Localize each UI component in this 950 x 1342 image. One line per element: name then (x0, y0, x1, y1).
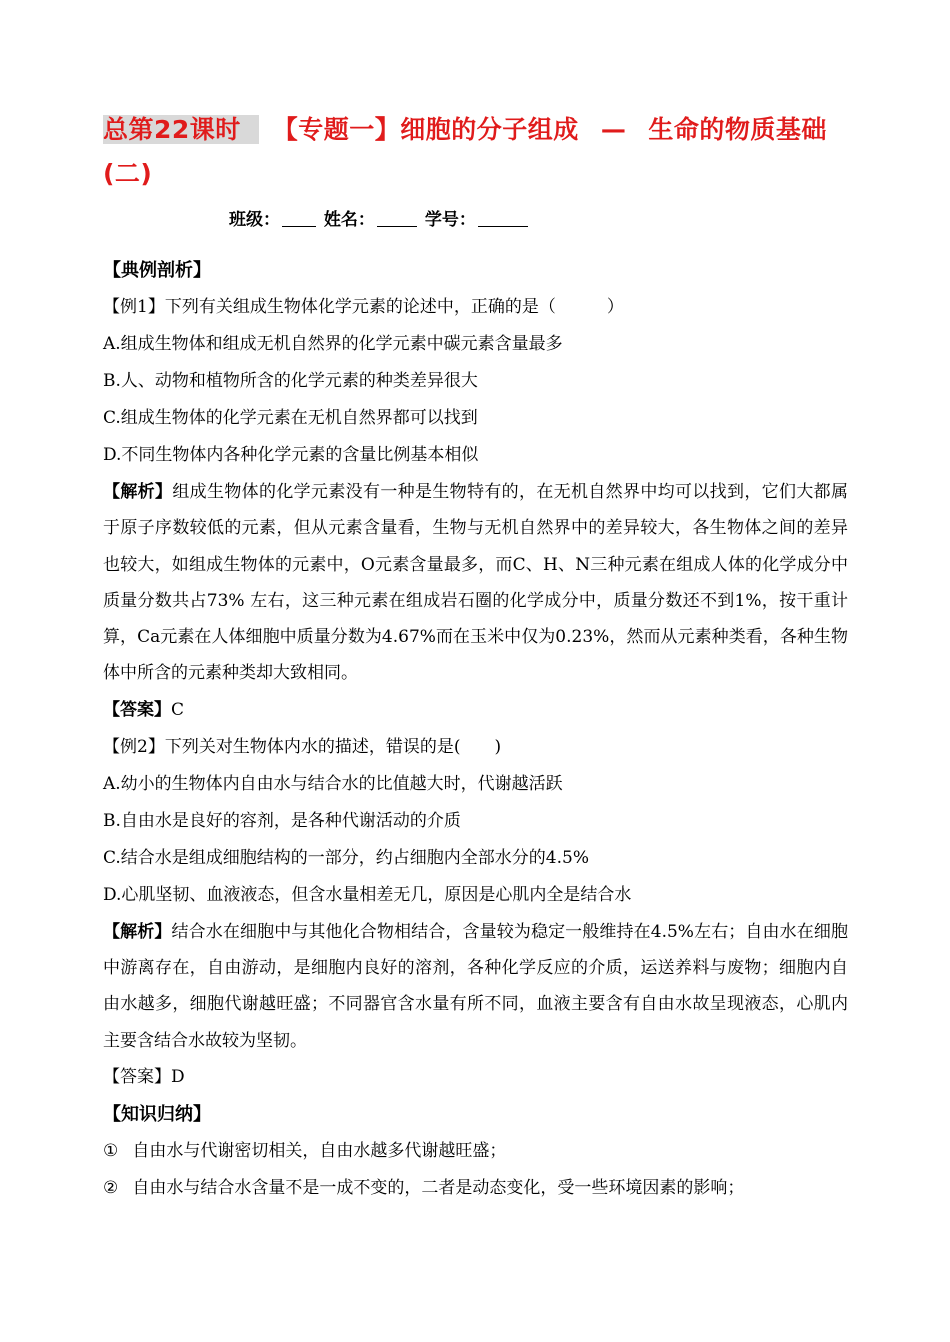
section-heading-examples: 【典例剖析】 (103, 260, 211, 281)
example-1-question: 【例1】下列有关组成生物体化学元素的论述中，正确的是（ ） (103, 297, 624, 317)
title-dash: — (600, 115, 627, 144)
lesson-number: 总第22课时 (103, 115, 259, 144)
example-1-answer: 【答案】C (103, 699, 185, 720)
name-label: 姓名： (323, 210, 375, 230)
example-2-answer: 【答案】D (103, 1066, 185, 1087)
example-1-tag: 【例1】 (103, 297, 165, 317)
section-heading-summary: 【知识归纳】 (103, 1103, 211, 1125)
example-1-option-a: A.组成生物体和组成无机自然界的化学元素中碳元素含量最多 (103, 334, 563, 354)
student-id-label: 学号： (424, 210, 476, 230)
student-id-blank[interactable] (478, 208, 528, 227)
main-content (103, 252, 848, 1207)
example-1-option-c: C.组成生物体的化学元素在无机自然界都可以找到 (103, 408, 478, 428)
example-2-analysis: 【解析】结合水在细胞中与其他化合物相结合，含量较为稳定一般维持在4.5%左右；自由水在细胞中游离存在，自由游动，是细胞内良好的溶剂，各种化学反应的介质，运送养料与废物；细胞内自由水越多，细胞代谢越旺盛；不同器官含水量有所不同，血液主要含有自由水故呈现液态，心肌内主要含结合水故较为坚韧。 (103, 921, 849, 1051)
answer-tag: 【答案】 (103, 699, 171, 720)
example-1-option-b: B.人、动物和植物所含的化学元素的种类差异很大 (103, 371, 478, 391)
student-info-line (229, 207, 530, 233)
summary-item-1: ① 自由水与代谢密切相关，自由水越多代谢越旺盛； (103, 1133, 848, 1170)
item-marker: ① (103, 1140, 119, 1161)
summary-item-2: ② 自由水与结合水含量不是一成不变的，二者是动态变化，受一些环境因素的影响； (103, 1170, 848, 1207)
subtitle: 生命的物质基础 (648, 115, 827, 144)
page-title (103, 108, 863, 196)
analysis-tag: 【解析】 (103, 482, 173, 502)
example-1-analysis: 【解析】组成生物体的化学元素没有一种是生物特有的，在无机自然界中均可以找到，它们大都属于原子序数较低的元素，但从元素含量看，生物与无机自然界中的差异较大，各生物体之间的差异也较大，如组成生物体的元素中，O元素含量最多，而C、H、N三种元素在组成人体的化学成分中质量分数共占73% 左右，这三种元素在组成岩石圈的化学成分中，质量分数还不到1%，按干重计算，Ca元素在人体细胞中质量分数为4.67%而在玉米中仅为0.23%，然而从元素种类看，各种生物体中所含的元素种类却大致相同。 (103, 482, 849, 684)
name-blank[interactable] (377, 208, 417, 227)
example-2-option-a: A.幼小的生物体内自由水与结合水的比值越大时，代谢越活跃 (103, 773, 563, 794)
example-2-tag: 【例2】 (103, 736, 165, 757)
example-2-question: 【例2】下列关对生物体内水的描述，错误的是( ) (103, 736, 502, 757)
analysis-tag: 【解析】 (103, 921, 172, 942)
class-label: 班级： (229, 210, 280, 230)
topic-title: 【专题一】细胞的分子组成 (272, 115, 579, 144)
answer-tag: 【答案】 (103, 1066, 171, 1087)
example-2-option-b: B.自由水是良好的容剂，是各种代谢活动的介质 (103, 810, 461, 831)
item-marker: ② (103, 1177, 119, 1198)
example-2-option-d: D.心肌坚韧、血液液态，但含水量相差无几，原因是心肌内全是结合水 (103, 884, 632, 905)
example-1-option-d: D.不同生物体内各种化学元素的含量比例基本相似 (103, 445, 479, 465)
example-2-option-c: C.结合水是组成细胞结构的一部分，约占细胞内全部水分的4.5% (103, 847, 589, 868)
title-part-number: (二) (103, 159, 153, 188)
class-blank[interactable] (282, 208, 316, 227)
